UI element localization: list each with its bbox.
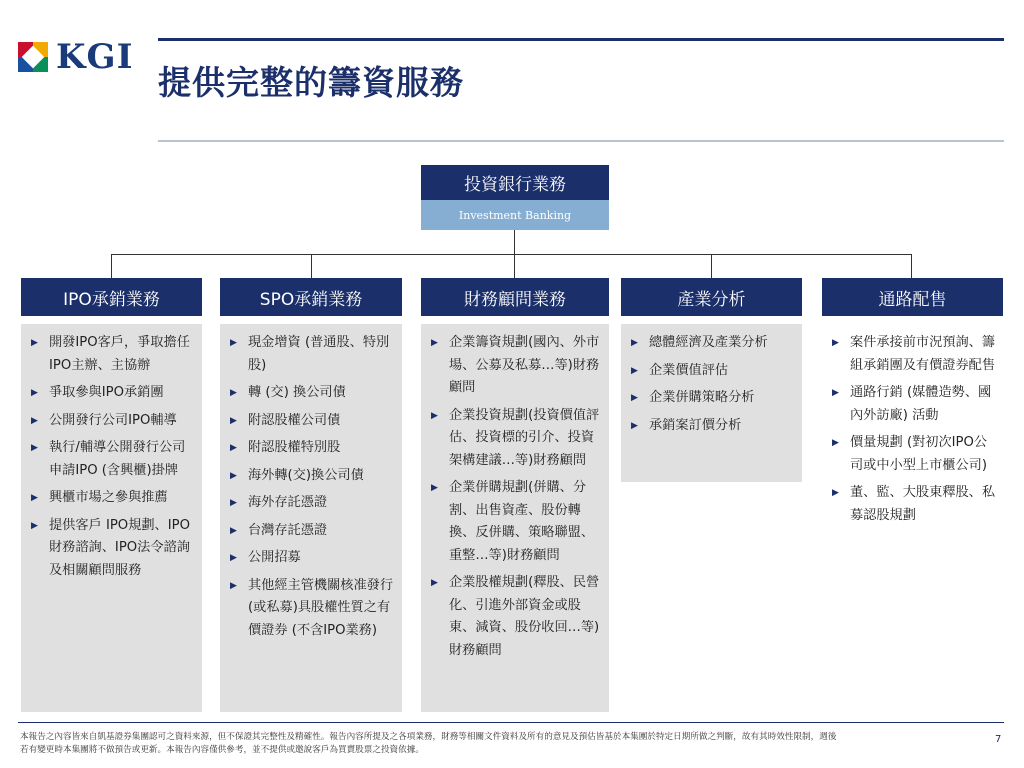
tree-connector-horizontal [111,254,912,255]
category-financial-advisory-list [421,324,609,712]
tree-connector-vertical [514,230,515,254]
list-item: ▶ 企業股權規劃(釋股、民營化、引進外部資金或股東、減資、股份收回…等)財務顧問 [431,572,603,662]
list-item: ▶ 企業併購規劃(併購、分割、出售資產、股份轉換、反併購、策略聯盟、重整…等)財務顧問 [431,477,603,567]
category-financial-advisory: 財務顧問業務 [421,278,609,316]
list-item: ▶ 公開發行公司IPO輔導 [31,410,196,433]
category-channel-distribution: 通路配售 [822,278,1003,316]
footer-rule [18,722,1004,723]
list-item: ▶ 承銷案訂價分析 [631,415,796,438]
list-item: ▶ 企業投資規劃(投資價值評估、投資標的引介、投資架構建議…等)財務顧問 [431,405,603,473]
list-item: ▶ 海外存託憑證 [230,492,396,515]
kgi-logo-text: KGI [56,37,134,77]
kgi-logo-mark [18,42,48,72]
top-rule [158,38,1004,41]
category-industry-analysis: 產業分析 [621,278,802,316]
list-item: ▶ 執行/輔導公開發行公司申請IPO (含興櫃)掛牌 [31,437,196,482]
list-item: ▶ 附認股權特別股 [230,437,396,460]
list-item: ▶ 價量規劃 (對初次IPO公司或中小型上市櫃公司) [832,432,997,477]
list-item: ▶ 開發IPO客戶，爭取擔任IPO主辦、主協辦 [31,332,196,377]
list-item: ▶ 案件承接前市況預詢、籌組承銷團及有價證券配售 [832,332,997,377]
category-spo-underwriting: SPO承銷業務 [220,278,402,316]
tree-connector-drop [311,254,312,278]
list-item: ▶ 現金增資 (普通股、特別股) [230,332,396,377]
list-item: ▶ 董、監、大股東釋股、私募認股規劃 [832,482,997,527]
list-item: ▶ 轉 (交) 換公司債 [230,382,396,405]
list-item: ▶ 其他經主管機關核准發行(或私募)具股權性質之有價證券 (不含IPO業務) [230,575,396,643]
title-rule [158,140,1004,142]
list-item: ▶ 企業籌資規劃(國內、外市場、公募及私募…等)財務顧問 [431,332,603,400]
category-ipo-underwriting-list [21,324,202,712]
tree-connector-drop [514,254,515,278]
list-item: ▶ 提供客戶 IPO規劃、IPO財務諮詢、IPO法令諮詢及相關顧問服務 [31,515,196,583]
footer-disclaimer: 本報告之內容皆來自凱基證券集團認可之資料來源，但不保證其完整性及精確性。報告內容所提及之各項業務，財務等相關文件資料及所有的意見及預估皆基於本集團於特定日期所做之判斷，故有其時效性限制，週後若有變更時本集團將不做預告或更新。本報告內容僅供參考，並不提供或邀說客戶為買賣股票之投資依據。 [20,732,837,755]
category-channel-distribution-list [822,324,1003,712]
list-item: ▶ 通路行銷 (媒體造勢、國內外訪廠) 活動 [832,382,997,427]
category-industry-analysis-list [621,324,802,482]
tree-connector-drop [711,254,712,278]
page-title: 提供完整的籌資服務 [158,63,464,102]
list-item: ▶ 總體經濟及產業分析 [631,332,796,355]
list-item: ▶ 海外轉(交)換公司債 [230,465,396,488]
page-number: 7 [995,734,1002,745]
list-item: ▶ 台灣存託憑證 [230,520,396,543]
root-node: 投資銀行業務 [421,165,609,200]
kgi-logo [18,37,134,77]
list-item: ▶ 企業併購策略分析 [631,387,796,410]
tree-connector-drop [111,254,112,278]
list-item: ▶ 興櫃市場之參與推薦 [31,487,196,510]
list-item: ▶ 公開招募 [230,547,396,570]
list-item: ▶ 企業價值評估 [631,360,796,383]
root-node-subtitle: Investment Banking [421,200,609,230]
category-ipo-underwriting: IPO承銷業務 [21,278,202,316]
list-item: ▶ 附認股權公司債 [230,410,396,433]
category-spo-underwriting-list [220,324,402,712]
tree-connector-drop [911,254,912,278]
list-item: ▶ 爭取參與IPO承銷團 [31,382,196,405]
